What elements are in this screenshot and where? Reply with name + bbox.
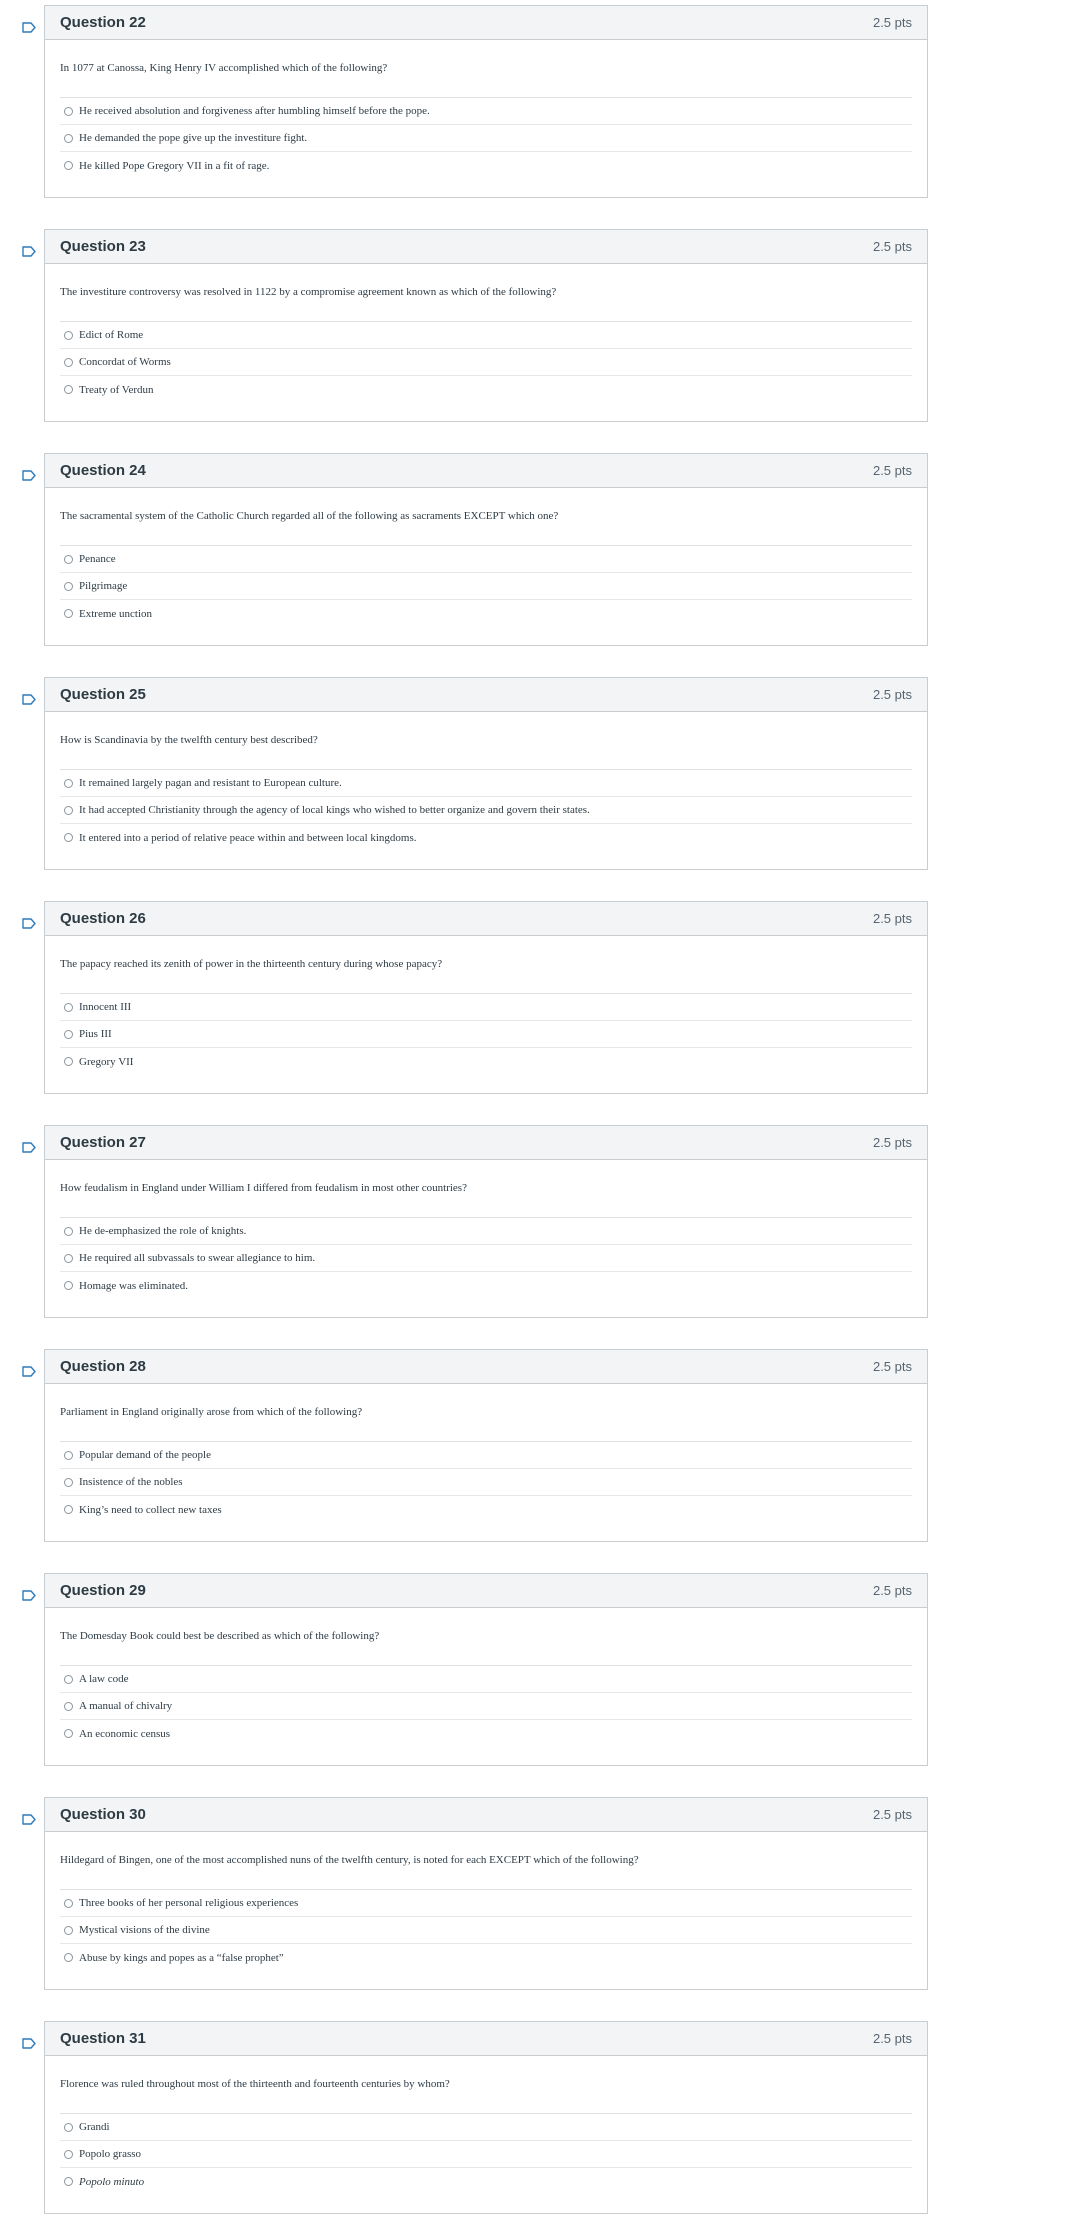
question-card: [44, 1573, 928, 1766]
question-title: Question 31: [60, 2030, 146, 2047]
question-item: [0, 5, 1080, 201]
answer-radio[interactable]: [64, 1254, 73, 1263]
answer-option[interactable]: [60, 797, 912, 824]
flag-question-icon[interactable]: [22, 246, 36, 257]
answer-list: [60, 2113, 912, 2195]
answer-label: Homage was eliminated.: [79, 1279, 189, 1292]
question-header: [45, 1574, 927, 1608]
answer-list: [60, 769, 912, 851]
answer-list: [60, 1441, 912, 1523]
question-header: [45, 6, 927, 40]
answer-radio[interactable]: [64, 1729, 73, 1738]
question-points: 2.5 pts: [872, 1135, 912, 1150]
answer-option[interactable]: [60, 1496, 912, 1523]
answer-radio[interactable]: [64, 1478, 73, 1487]
answer-label: Popolo minuto: [79, 2175, 145, 2188]
question-card: [44, 901, 928, 1094]
question-text: Florence was ruled throughout most of the thirteenth and fourteenth centuries by whom?: [60, 2078, 450, 2090]
question-header: [45, 2022, 927, 2056]
answer-list: [60, 97, 912, 179]
answer-label: Grandi: [79, 2121, 110, 2133]
question-text: Parliament in England originally arose from which of the following?: [60, 1406, 363, 1418]
question-points: 2.5 pts: [872, 463, 912, 478]
answer-list: [60, 545, 912, 627]
answer-option[interactable]: [60, 2114, 912, 2141]
answer-list: [60, 1889, 912, 1971]
answer-label: He killed Pope Gregory VII in a fit of rage.: [79, 159, 270, 172]
question-item: [0, 1573, 1080, 1769]
question-title: Question 23: [60, 238, 146, 255]
question-card: [44, 453, 928, 646]
flag-question-icon[interactable]: [22, 22, 36, 33]
question-title: Question 28: [60, 1358, 146, 1375]
answer-option[interactable]: [60, 2141, 912, 2168]
answer-label: Edict of Rome: [79, 329, 144, 341]
answer-label: Popolo grasso: [79, 2148, 142, 2160]
answer-label: Pius III: [79, 1028, 112, 1040]
answer-radio[interactable]: [64, 1057, 73, 1066]
answer-list: [60, 1665, 912, 1747]
answer-radio[interactable]: [64, 1227, 73, 1236]
flag-question-icon[interactable]: [22, 1814, 36, 1825]
question-card: [44, 1349, 928, 1542]
flag-question-icon[interactable]: [22, 470, 36, 481]
answer-radio[interactable]: [64, 331, 73, 340]
answer-radio[interactable]: [64, 1926, 73, 1935]
question-points: 2.5 pts: [872, 1583, 912, 1598]
question-card: [44, 1797, 928, 1990]
answer-label: King’s need to collect new taxes: [79, 1503, 222, 1516]
answer-label: It remained largely pagan and resistant to European culture.: [79, 777, 342, 789]
answer-label: A manual of chivalry: [79, 1700, 173, 1712]
answer-radio[interactable]: [64, 2123, 73, 2132]
question-points: 2.5 pts: [872, 911, 912, 926]
answer-option[interactable]: [60, 1245, 912, 1272]
question-text: Hildegard of Bingen, one of the most accomplished nuns of the twelfth century, is noted for each EXCEPT which of the following?: [60, 1854, 639, 1866]
answer-option[interactable]: [60, 1944, 912, 1971]
question-points: 2.5 pts: [872, 15, 912, 30]
answer-label: He demanded the pope give up the investiture fight.: [79, 132, 308, 144]
question-text: The investiture controversy was resolved in 1122 by a compromise agreement known as which of the following?: [60, 286, 557, 298]
answer-option[interactable]: [60, 1048, 912, 1075]
question-item: [0, 1349, 1080, 1545]
question-card: [44, 5, 928, 198]
question-text: How feudalism in England under William I differed from feudalism in most other countries?: [60, 1182, 467, 1194]
flag-question-icon[interactable]: [22, 1366, 36, 1377]
question-card: [44, 2021, 928, 2214]
question-item: [0, 1125, 1080, 1321]
answer-radio[interactable]: [64, 1003, 73, 1012]
flag-question-icon[interactable]: [22, 2038, 36, 2049]
answer-radio[interactable]: [64, 1030, 73, 1039]
answer-option[interactable]: [60, 376, 912, 403]
flag-question-icon[interactable]: [22, 1142, 36, 1153]
question-card: [44, 1125, 928, 1318]
question-card: [44, 229, 928, 422]
answer-radio[interactable]: [64, 1899, 73, 1908]
question-header: [45, 230, 927, 264]
answer-radio[interactable]: [64, 2150, 73, 2159]
question-item: [0, 229, 1080, 425]
answer-option[interactable]: [60, 98, 912, 125]
answer-label: An economic census: [79, 1727, 171, 1740]
answer-option[interactable]: [60, 2168, 912, 2195]
flag-question-icon[interactable]: [22, 694, 36, 705]
answer-radio[interactable]: [64, 833, 73, 842]
question-title: Question 30: [60, 1806, 146, 1823]
answer-option[interactable]: [60, 824, 912, 851]
question-points: 2.5 pts: [872, 1359, 912, 1374]
question-item: [0, 2021, 1080, 2217]
answer-option[interactable]: [60, 1917, 912, 1944]
answer-radio[interactable]: [64, 1505, 73, 1514]
answer-label: Concordat of Worms: [79, 356, 171, 368]
question-title: Question 29: [60, 1582, 146, 1599]
question-item: [0, 901, 1080, 1097]
answer-label: Popular demand of the people: [79, 1449, 211, 1461]
question-points: 2.5 pts: [872, 1807, 912, 1822]
question-header: [45, 1350, 927, 1384]
question-text: The sacramental system of the Catholic Church regarded all of the following as sacraments EXCEPT which one?: [60, 510, 559, 522]
question-header: [45, 678, 927, 712]
answer-label: He required all subvassals to swear allegiance to him.: [79, 1252, 316, 1264]
answer-option[interactable]: [60, 1666, 912, 1693]
question-header: [45, 902, 927, 936]
question-item: [0, 1797, 1080, 1993]
answer-label: Gregory VII: [79, 1055, 134, 1068]
answer-label: Abuse by kings and popes as a “false prophet”: [79, 1951, 284, 1964]
answer-label: It had accepted Christianity through the agency of local kings who wished to better organize and govern their states.: [79, 804, 590, 816]
answer-label: Insistence of the nobles: [79, 1476, 183, 1488]
answer-radio[interactable]: [64, 806, 73, 815]
question-points: 2.5 pts: [872, 239, 912, 254]
question-text: In 1077 at Canossa, King Henry IV accomplished which of the following?: [60, 62, 388, 74]
answer-label: It entered into a period of relative peace within and between local kingdoms.: [79, 831, 417, 844]
answer-radio[interactable]: [64, 555, 73, 564]
answer-option[interactable]: [60, 1272, 912, 1299]
answer-radio[interactable]: [64, 1702, 73, 1711]
answer-label: Innocent III: [79, 1001, 132, 1013]
answer-option[interactable]: [60, 546, 912, 573]
question-text: How is Scandinavia by the twelfth century best described?: [60, 734, 318, 746]
answer-option[interactable]: [60, 1442, 912, 1469]
answer-option[interactable]: [60, 1469, 912, 1496]
answer-label: He de-emphasized the role of knights.: [79, 1225, 247, 1237]
answer-radio[interactable]: [64, 161, 73, 170]
answer-radio[interactable]: [64, 1953, 73, 1962]
question-header: [45, 454, 927, 488]
answer-option[interactable]: [60, 1890, 912, 1917]
answer-option[interactable]: [60, 349, 912, 376]
question-title: Question 26: [60, 910, 146, 927]
answer-list: [60, 1217, 912, 1299]
answer-label: Three books of her personal religious experiences: [79, 1897, 299, 1909]
answer-label: A law code: [79, 1673, 129, 1685]
answer-radio[interactable]: [64, 779, 73, 788]
answer-radio[interactable]: [64, 1451, 73, 1460]
answer-radio[interactable]: [64, 609, 73, 618]
answer-option[interactable]: [60, 770, 912, 797]
question-title: Question 24: [60, 462, 146, 479]
question-header: [45, 1126, 927, 1160]
question-item: [0, 453, 1080, 649]
flag-question-icon[interactable]: [22, 1590, 36, 1601]
answer-label: He received absolution and forgiveness after humbling himself before the pope.: [79, 105, 430, 117]
answer-option[interactable]: [60, 322, 912, 349]
answer-radio[interactable]: [64, 107, 73, 116]
question-card: [44, 677, 928, 870]
answer-radio[interactable]: [64, 385, 73, 394]
answer-label: Mystical visions of the divine: [79, 1924, 210, 1936]
answer-label: Penance: [79, 553, 116, 565]
answer-option[interactable]: [60, 1720, 912, 1747]
answer-option[interactable]: [60, 994, 912, 1021]
answer-label: Extreme unction: [79, 607, 153, 620]
question-item: [0, 677, 1080, 873]
question-text: The Domesday Book could best be described as which of the following?: [60, 1630, 380, 1642]
answer-option[interactable]: [60, 152, 912, 179]
answer-option[interactable]: [60, 600, 912, 627]
answer-label: Treaty of Verdun: [79, 383, 154, 396]
question-header: [45, 1798, 927, 1832]
question-points: 2.5 pts: [872, 2031, 912, 2046]
answer-option[interactable]: [60, 1693, 912, 1720]
answer-list: [60, 321, 912, 403]
answer-option[interactable]: [60, 1021, 912, 1048]
answer-option[interactable]: [60, 573, 912, 600]
answer-label: Pilgrimage: [79, 580, 128, 592]
answer-option[interactable]: [60, 1218, 912, 1245]
question-title: Question 27: [60, 1134, 146, 1151]
answer-radio[interactable]: [64, 1675, 73, 1684]
question-text: The papacy reached its zenith of power in the thirteenth century during whose papacy?: [60, 958, 443, 970]
answer-radio[interactable]: [64, 582, 73, 591]
answer-radio[interactable]: [64, 134, 73, 143]
flag-question-icon[interactable]: [22, 918, 36, 929]
question-title: Question 25: [60, 686, 146, 703]
question-points: 2.5 pts: [872, 687, 912, 702]
answer-radio[interactable]: [64, 2177, 73, 2186]
answer-option[interactable]: [60, 125, 912, 152]
question-title: Question 22: [60, 14, 146, 31]
answer-radio[interactable]: [64, 1281, 73, 1290]
answer-list: [60, 993, 912, 1075]
answer-radio[interactable]: [64, 358, 73, 367]
